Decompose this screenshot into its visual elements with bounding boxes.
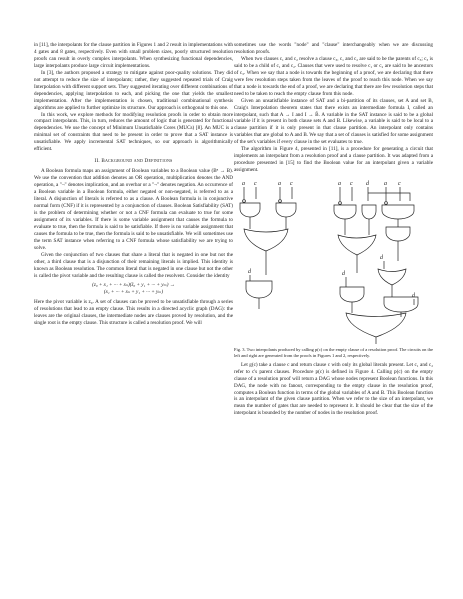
- left-circuit: [240, 181, 296, 309]
- paragraph: In [3], the authors proposed a strategy to mitigate against poor-quality solutions. They did not attempt to reduce the size of interpolants; rather, they suggested repeated trials of Craig Interpolation with different support sets. They suggested iterating over different combinations of dependencies, applying interpolation to each, and picking the one that yields the smallest implementation. After the implementation is chosen, traditional combinational synthesis algorithms are applied to further optimize its structure. Our approach is orthogonal to this one.: [34, 69, 233, 111]
- input-label: d: [366, 181, 369, 188]
- paragraph: Let g(c) take a clause c and return clause c with only its global literals present. Let c₁ and c₂ refer to c's parent clauses. Procedure p(c) is defined in Figure 4. Calling p(c) on the empty clause of a resolution proof will return a DAG whose nodes represent Boolean functions. In this DAG, the node with no fanout, corresponding to the empty clause in the resolution proof, computes a Boolean function in terms of the global variables of A and B. This Boolean function is an interpolant of the given clause partition. When we refer to the size of an interpolant, we mean the number of gates that are needed to represent it. It should be clear that the size of the interpolant is bounded by the number of nodes in the resolution proof.: [234, 361, 433, 417]
- paragraph: in [11], the interpolants for the clause partition in Figures 1 and 2 result in implementations with 4 gates and 8 gates, respectively. Even with small problem sizes, poorly structured resolution proofs can result in overly complex interpolants. When synthesizing functional dependencies, large interpolants produce large circuit implementations.: [34, 42, 233, 69]
- inner-label: d: [342, 271, 345, 278]
- and-gate: [276, 203, 296, 217]
- paragraph: Here the pivot variable is z₀. A set of clauses can be proved to be unsatisfiable through a series of resolutions that lead to an empty clause. This results in a directed acyclic graph (DAG): the leaves are the original clauses, the intermediate nodes are clauses proved by resolution, and the single root is the empty clause. This structure is called a resolution proof. We will: [34, 299, 233, 327]
- input-label: a: [242, 181, 245, 188]
- and-gate: [386, 227, 410, 241]
- equation: [34, 282, 233, 296]
- inner-label: d: [380, 255, 383, 262]
- paragraph: The algorithm in Figure 4, presented in [11], is a procedure for generating a circuit that implements an interpolant from a resolution proof and a clause partition. It was adapted from a procedure presented in [15] to find the Boolean value for an interpolant given a variable assignment.: [234, 146, 433, 174]
- figure-caption: Fig. 3. Two interpolants produced by calling p(c) on the empty clause of a resolution proof. The circuits on the left and right are generated from the proofs in Figures 1 and 2, respectively.: [234, 347, 433, 358]
- inner-label: d: [412, 293, 415, 300]
- equation-line-1: (z₀ + x₁ + ··· + xₙ)(z̄₀ + y₁ + ··· + yₘ) →: [92, 282, 175, 289]
- or-gate: [244, 229, 288, 251]
- paragraph: When two clauses c₁ and c₂ resolve a clause c₃, c₁ and c₂ are said to be the parents of c₃; c₃ is said to be a child of c₁ and c₂. Clauses that were used to resolve c₁ or c₂ are said to be ancestors of c₃. When we say that a node is towards the beginning of a proof, we are declaring that there were few resolution steps taken from the leaves of the proof to reach this node. When we say that a node is towards the end of a proof, we are declaring that there are few resolution steps that need to be taken to reach the empty clause from this node.: [234, 55, 433, 97]
- inner-label: d: [248, 269, 251, 276]
- paragraph: sometimes use the words "node" and "clause" interchangeably when we are discussing resolution proofs.: [234, 42, 433, 55]
- paragraph: A Boolean formula maps an assignment of Boolean variables to a Boolean value (Bⁿ → B). We use the convention that addition denotes an OR operation, multiplication denotes the AND operation, a "¬" denotes implication, and an overbar or a "¬" denotes negation. An occurrence of a Boolean variable in a Boolean formula, either negated or non-negated, is referred to as a literal. A disjunction of literals is referred to as a clause. A Boolean formula is in conjunctive normal form (CNF) if it is represented by a conjunction of clauses. Boolean Satisfiability (SAT) is the problem of determining whether or not a CNF formula can evaluate to true for some assignment of its variables. If there is some variable assignment that causes the formula to evaluate to true, then the formula is said to be satisfiable. If there is no variable assignment that causes the formula to be true, then the formula is said to be unsatisfiable. We will sometimes use the term SAT instance when referring to a CNF formula whose satisfiability we are trying to solve.: [34, 168, 233, 251]
- and-gate: [334, 205, 356, 219]
- circuit-diagram: [234, 177, 433, 345]
- input-label: c: [254, 181, 257, 188]
- or-gate: [346, 313, 406, 337]
- input-label: c: [398, 181, 401, 188]
- left-column: [34, 42, 233, 327]
- and-gate: [362, 205, 376, 219]
- and-gate: [246, 281, 272, 298]
- section-heading: II. Background and Definitions: [94, 158, 173, 165]
- and-gate: [384, 297, 418, 312]
- or-gate: [338, 235, 376, 255]
- and-gate: [240, 203, 260, 217]
- right-column: [234, 42, 433, 417]
- input-label: c: [290, 181, 293, 188]
- paragraph: Given an unsatisfiable instance of SAT and a bi-partition of its clauses, set A and set B, Craig's Interpolation theorem states that there exists an intermediate formula I, called an interpolant, such that A → I and I → B̄. A variable in the SAT instance is said to be a global variable if it is present in both clause sets A and B. Likewise, a variable is said to be local to a clause partition if it is only present in that clause partition. An interpolant only contains variables that are global to A and B. We say that a set of clauses is satisfied for some assignment of the set's variables if every clause in the set evaluates to true.: [234, 97, 433, 146]
- right-circuit: [334, 181, 418, 344]
- and-gate: [340, 287, 364, 302]
- paragraph: Given the conjunction of two clauses that share a literal that is negated in one but not the other, a third clause that is a disjunction of their remaining literals is implied. This identity is known as Boolean resolution. The common literal that is negated in one clause but not the other is called the pivot variable and the resulting clause is called the resolvent. Consider the identity: [34, 251, 233, 279]
- paragraph: In this work, we explore methods for modifying resolution proofs in order to obtain more compact interpolants. This, in turn, reduces the amount of logic that is generated for functional dependencies. We use the concept of Minimum Unsatisfiable Cores (MUCs) [8]. An MUC is a minimal set of constraints that need to be present in order to prove that a SAT instance is unsatisfiable. We apply incremental SAT techniques, so our approach is algorithmically efficient.: [34, 111, 233, 153]
- input-label: a: [338, 181, 341, 188]
- or-gate: [378, 269, 406, 285]
- input-label: a: [278, 181, 281, 188]
- figure-3-circuits: [234, 177, 433, 345]
- and-gate: [382, 205, 414, 219]
- equation-line-2: (x₁ + ··· + xₙ + y₁ + ··· + yₘ): [103, 289, 164, 296]
- input-label: a: [384, 181, 387, 188]
- input-label: c: [350, 181, 353, 188]
